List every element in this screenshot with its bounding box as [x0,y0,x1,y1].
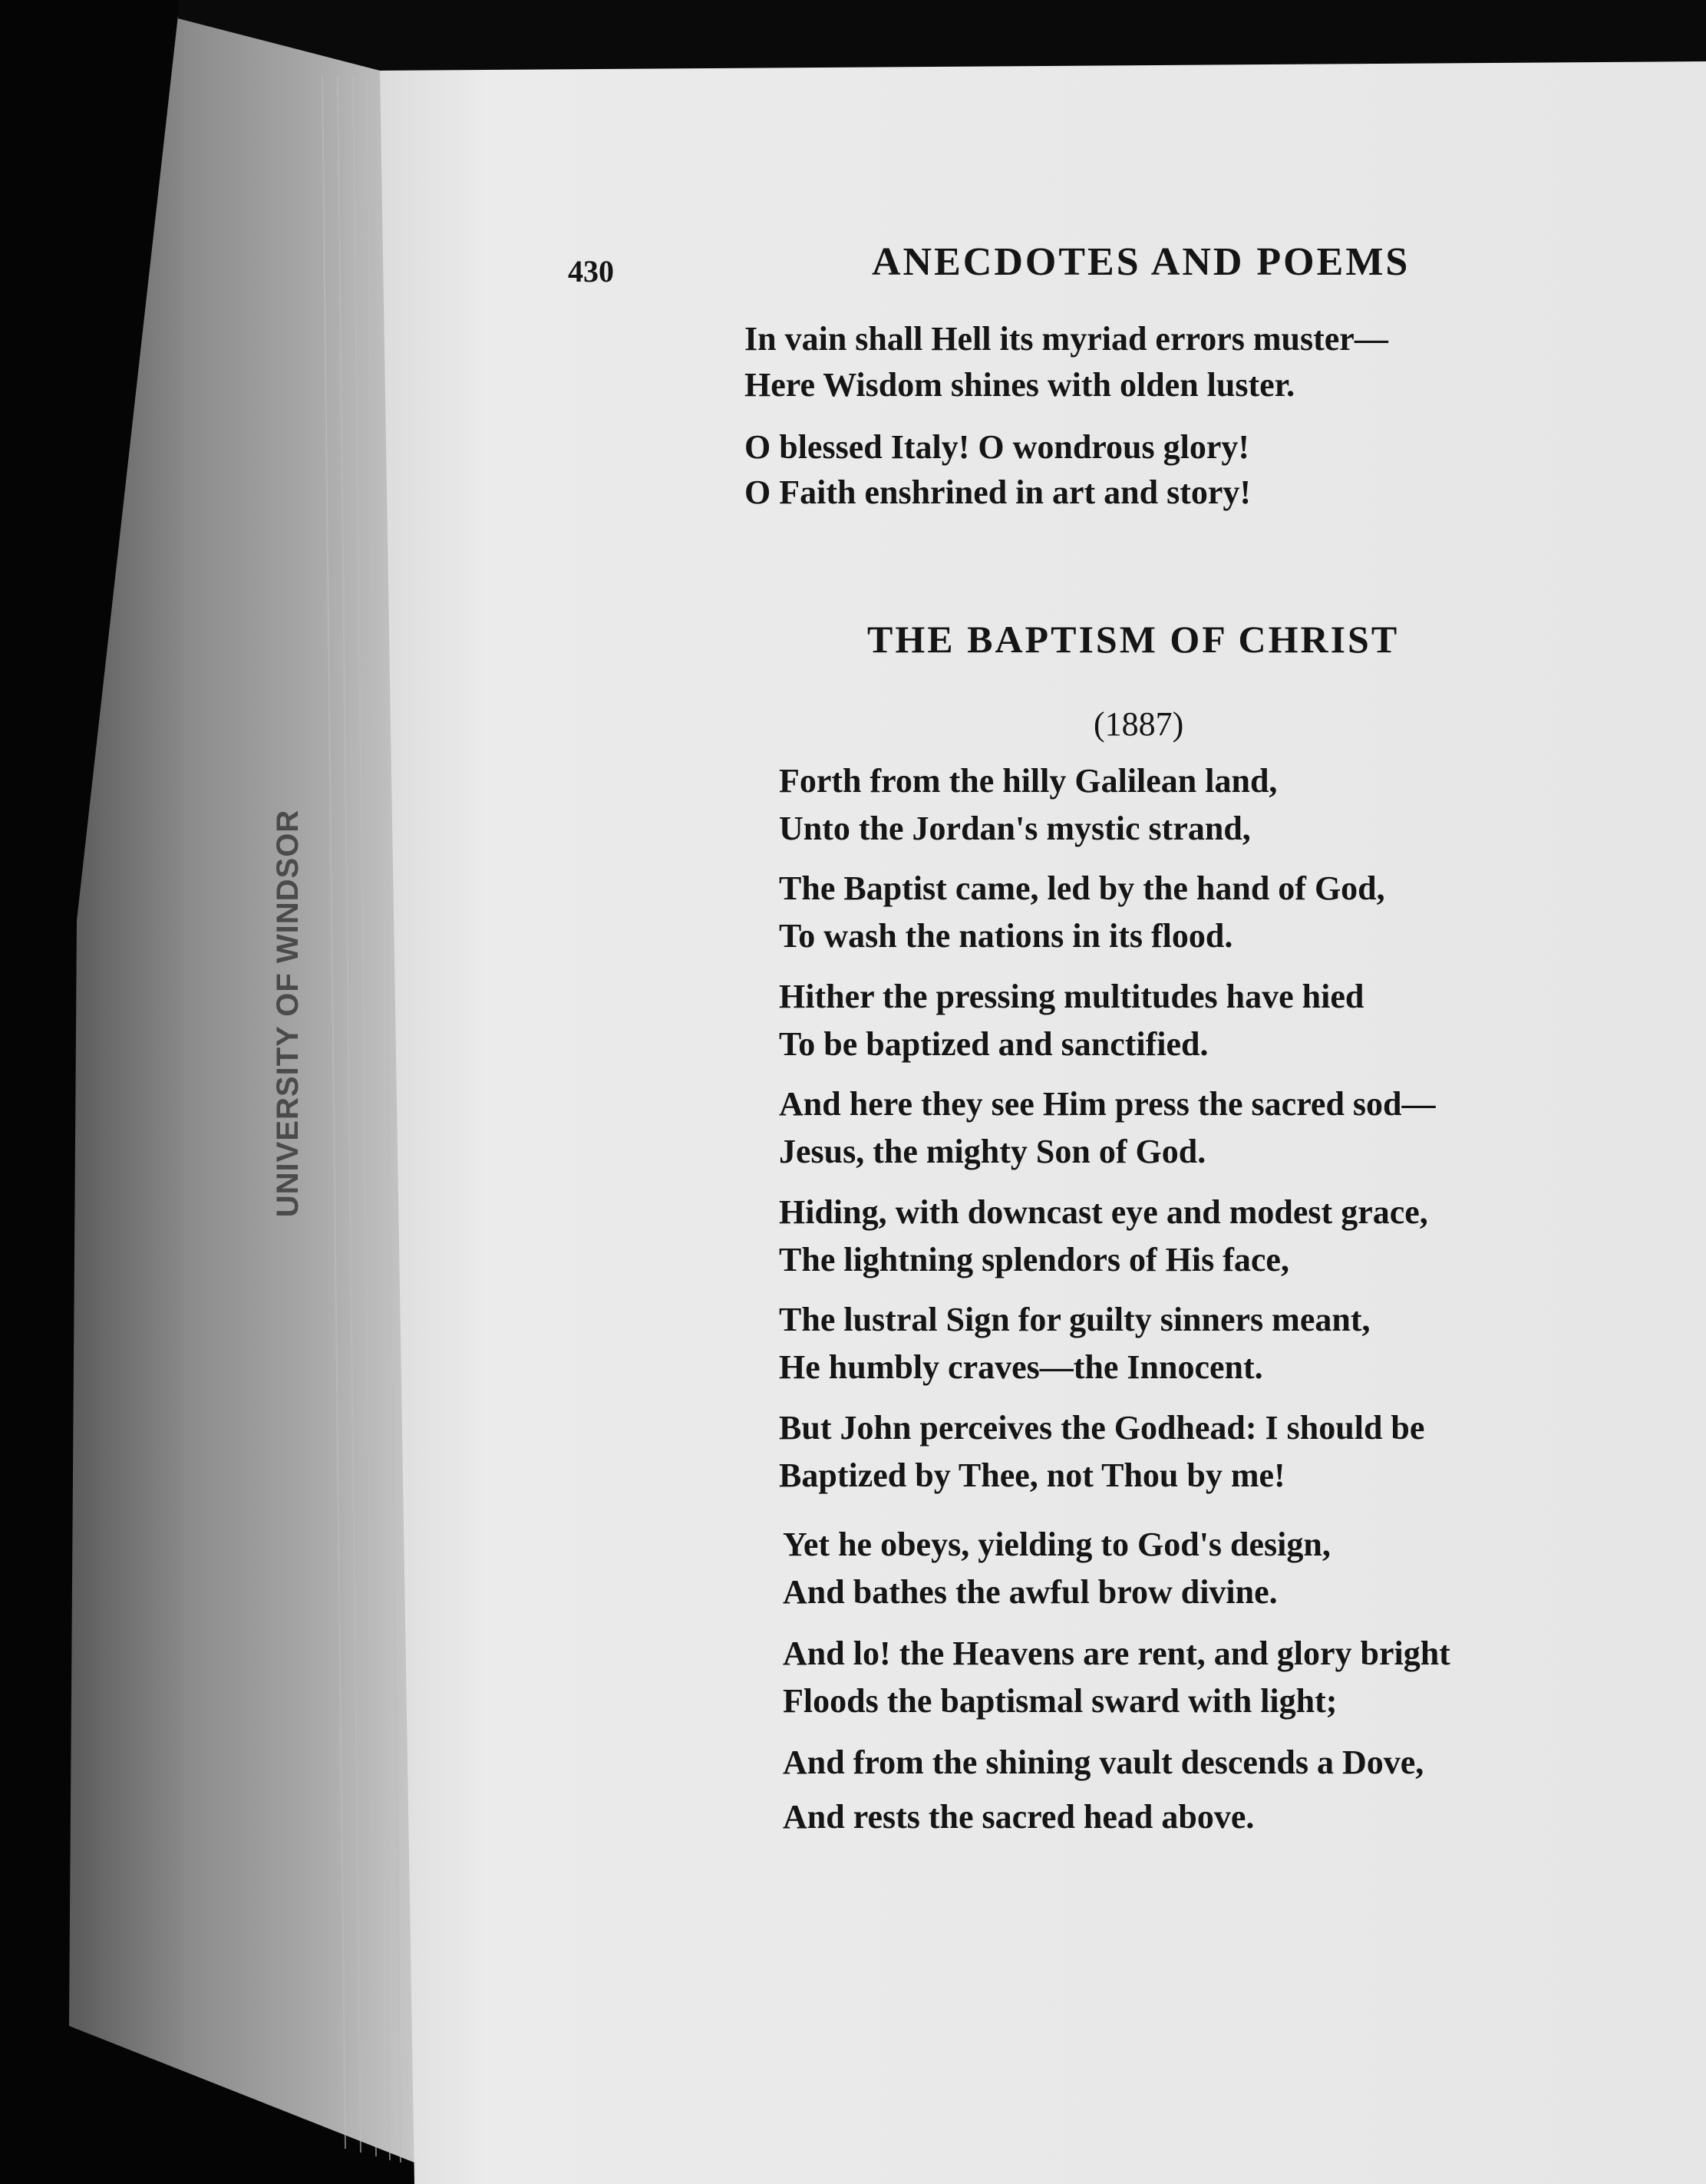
poem-line: Unto the Jordan's mystic strand, [779,810,1251,847]
poem-line: Hither the pressing multitudes have hied [779,978,1364,1015]
poem-line: Yet he obeys, yielding to God's design, [783,1526,1331,1563]
poem-date: (1887) [1094,705,1184,743]
poem-line: And here they see Him press the sacred sod— [779,1085,1436,1123]
poem-line: And bathes the awful brow divine. [783,1573,1278,1611]
poem-line: Forth from the hilly Galilean land, [779,762,1278,800]
poem-line: Hiding, with downcast eye and modest grace, [779,1193,1428,1231]
previous-poem-line: O Faith enshrined in art and story! [744,473,1252,511]
poem-title: THE BAPTISM OF CHRIST [867,618,1400,661]
poem-line: The lustral Sign for guilty sinners meant, [779,1301,1371,1338]
previous-poem-line: In vain shall Hell its myriad errors muster— [744,320,1388,358]
poem-line: The Baptist came, led by the hand of God, [779,869,1385,907]
poem-line: Baptized by Thee, not Thou by me! [779,1457,1285,1494]
poem-line: To wash the nations in its flood. [779,917,1233,955]
library-stamp [266,775,312,1251]
page-number: 430 [568,254,614,289]
poem-line: The lightning splendors of His face, [779,1241,1289,1278]
poem-line: Jesus, the mighty Son of God. [779,1133,1206,1170]
poem-line: He humbly craves—the Innocent. [779,1348,1263,1386]
previous-poem-line: Here Wisdom shines with olden luster. [744,366,1295,404]
library-stamp-text: UNIVERSITY OF WINDSOR [271,809,305,1217]
previous-poem-line: O blessed Italy! O wondrous glory! [744,428,1250,466]
running-head: ANECDOTES AND POEMS [872,240,1411,284]
poem-line: And rests the sacred head above. [783,1798,1255,1836]
poem-line: Floods the baptismal sward with light; [783,1682,1338,1720]
poem-line: But John perceives the Godhead: I should be [779,1409,1425,1447]
poem-line: And from the shining vault descends a Dove, [783,1744,1424,1781]
poem-line: And lo! the Heavens are rent, and glory bright [783,1635,1450,1672]
poem-line: To be baptized and sanctified. [779,1025,1209,1063]
